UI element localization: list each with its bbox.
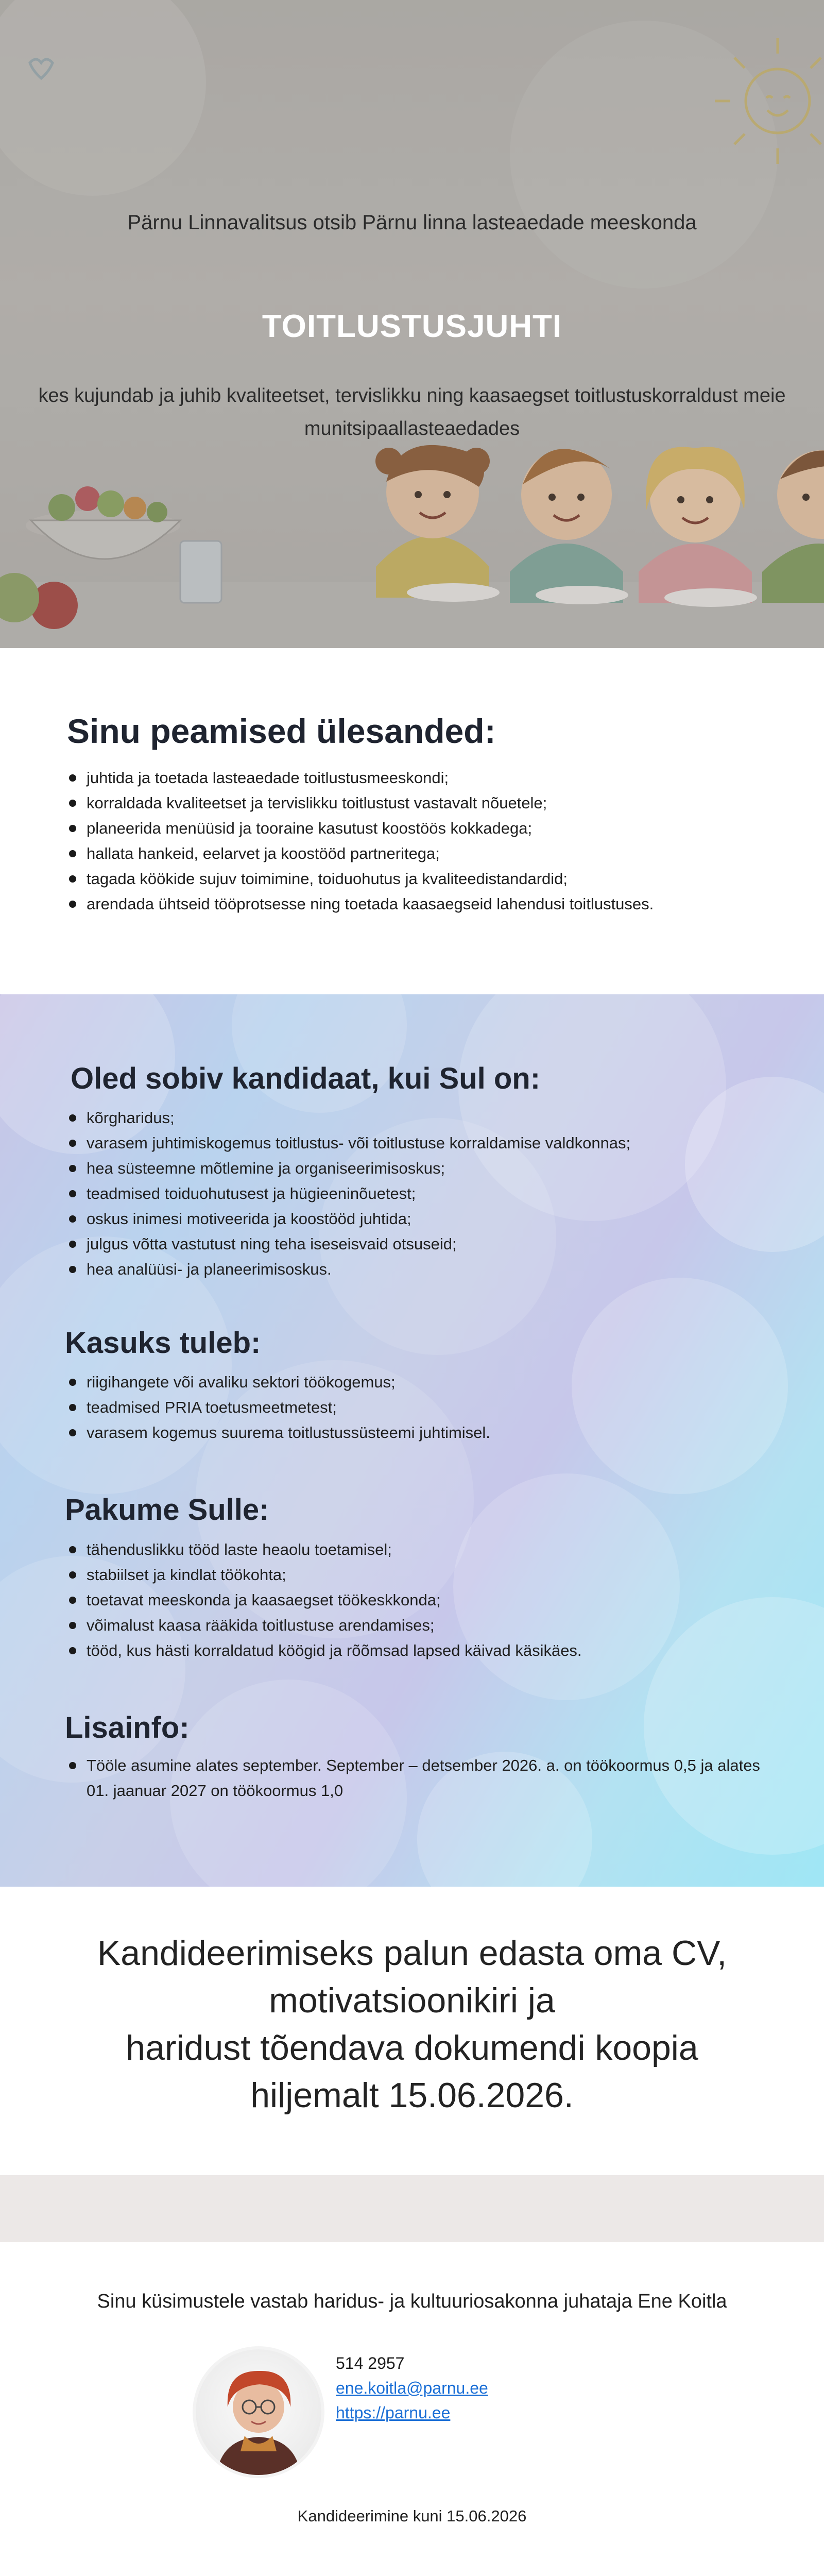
list-item: arendada ühtseid tööprotsesse ning toetada kaasaegseid lahendusi toitlustuses. (66, 891, 777, 917)
candidate-list (66, 1105, 777, 1282)
tasks-heading: Sinu peamised ülesanded: (67, 712, 496, 750)
cta-line: Kandideerimiseks palun edasta oma CV, (97, 1934, 727, 1973)
list-item: hea analüüsi- ja planeerimisoskus. (66, 1257, 777, 1282)
contact-details (336, 2351, 488, 2425)
phone-number: 514 2957 (336, 2354, 405, 2372)
offer-list (66, 1537, 777, 1663)
avatar (196, 2349, 321, 2475)
hero-subtitle: kes kujundab ja juhib kvaliteetset, tervislikku ning kaasaegset toitlustuskorraldust meie munitsipaallasteaedades (38, 385, 786, 439)
list-item: tagada köökide sujuv toimimine, toiduohutus ja kvaliteedistandardid; (66, 866, 777, 891)
list-item: tähenduslikku tööd laste heaolu toetamisel; (66, 1537, 777, 1562)
list-item: kõrgharidus; (66, 1105, 777, 1130)
list-item: võimalust kaasa rääkida toitlustuse arendamises; (66, 1613, 777, 1638)
advantage-list (66, 1369, 777, 1445)
extra-info-heading: Lisainfo: (65, 1711, 190, 1744)
list-item: varasem juhtimiskogemus toitlustus- või toitlustuse korraldamise valdkonnas; (66, 1130, 777, 1156)
list-item: hallata hankeid, eelarvet ja koostööd partneritega; (66, 841, 777, 866)
application-instructions (0, 1929, 824, 2119)
email-link[interactable]: ene.koitla@parnu.ee (336, 2379, 488, 2397)
list-item: planeerida menüüsid ja tooraine kasutust koostöös kokkadega; (66, 816, 777, 841)
cta-line: motivatsioonikiri ja (269, 1981, 555, 2020)
list-item: hea süsteemne mõtlemine ja organiseerimisoskus; (66, 1156, 777, 1181)
divider-band (0, 2175, 824, 2242)
list-item: riigihangete või avaliku sektori töökogemus; (66, 1369, 777, 1395)
list-item: teadmised PRIA toetusmeetmetest; (66, 1395, 777, 1420)
list-item: teadmised toiduohutusest ja hügieeninõuetest; (66, 1181, 777, 1206)
list-item: korraldada kvaliteetset ja tervislikku toitlustust vastavalt nõuetele; (66, 790, 777, 816)
hero-banner (0, 0, 824, 648)
cta-line: hiljemalt 15.06.2026. (250, 2076, 574, 2115)
tasks-list (66, 765, 777, 917)
hero-intro: Pärnu Linnavalitsus otsib Pärnu linna lasteaedade meeskonda (127, 211, 697, 234)
cta-line: haridust tõendava dokumendi koopia (126, 2028, 698, 2067)
list-item: oskus inimesi motiveerida ja koostööd juhtida; (66, 1206, 777, 1231)
contact-portrait (196, 2349, 321, 2475)
list-item: juhtida ja toetada lasteaedade toitlustusmeeskondi; (66, 765, 777, 790)
list-item: stabiilset ja kindlat töökohta; (66, 1562, 777, 1587)
website-link[interactable]: https://parnu.ee (336, 2403, 451, 2422)
contact-intro: Sinu küsimustele vastab haridus- ja kultuuriosakonna juhataja Ene Koitla (97, 2291, 727, 2312)
list-item: Tööle asumine alates september. September – detsember 2026. a. on töökoormus 0,5 ja alates 01. jaanuar 2027 on töökoormus 1,0 (66, 1753, 777, 1803)
job-title: TOITLUSTUSJUHTI (262, 309, 562, 344)
candidate-heading: Oled sobiv kandidaat, kui Sul on: (71, 1062, 541, 1095)
list-item: toetavat meeskonda ja kaasaegset töökeskkonda; (66, 1587, 777, 1613)
offer-heading: Pakume Sulle: (65, 1493, 269, 1527)
list-item: varasem kogemus suurema toitlustussüsteemi juhtimisel. (66, 1420, 777, 1445)
advantage-heading: Kasuks tuleb: (65, 1326, 261, 1360)
list-item: tööd, kus hästi korraldatud köögid ja rõõmsad lapsed käivad käsikäes. (66, 1638, 777, 1663)
extra-info-list (66, 1753, 777, 1803)
list-item: julgus võtta vastutust ning teha iseseisvaid otsuseid; (66, 1231, 777, 1257)
application-deadline: Kandideerimine kuni 15.06.2026 (297, 2507, 527, 2525)
